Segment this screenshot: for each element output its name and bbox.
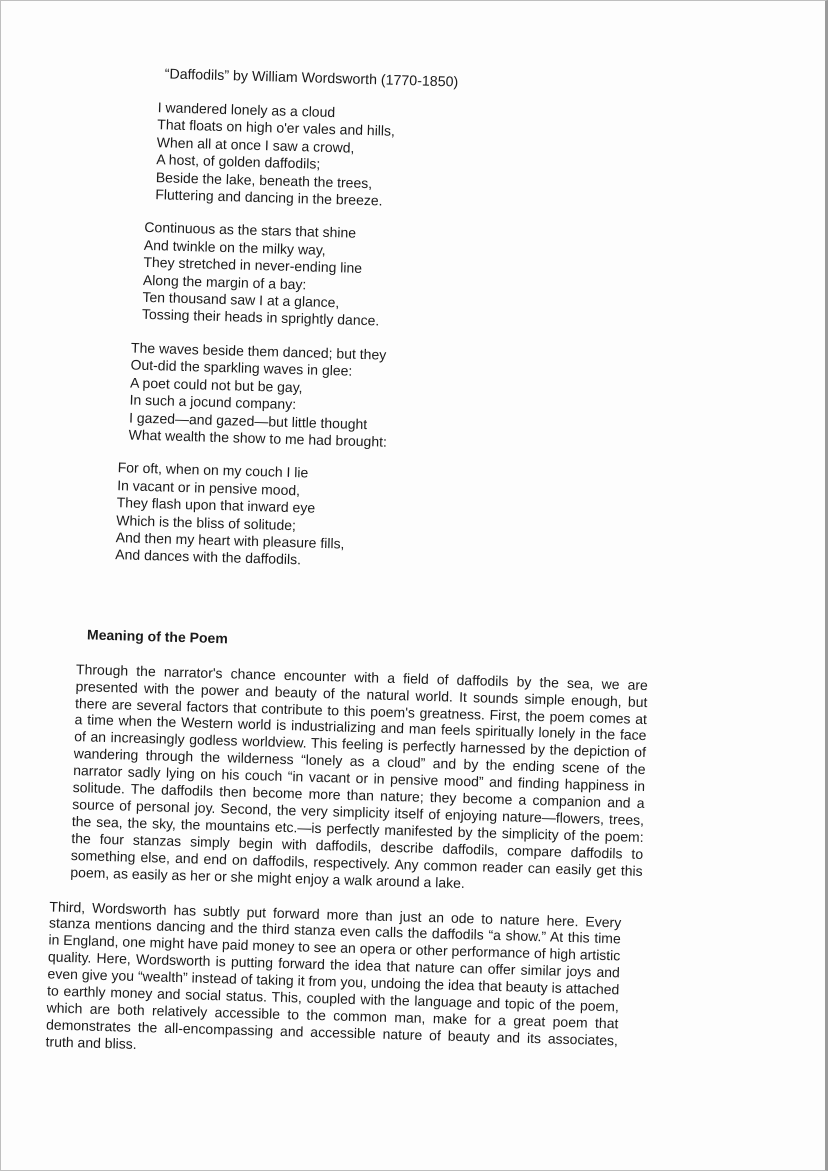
poem-title: “Daffodils” by William Wordsworth (1770-1850) — [164, 66, 459, 91]
poem-line: For oft, when on my couch I lie — [117, 459, 309, 481]
poem-line: When all at once I saw a crowd, — [156, 133, 355, 156]
paragraph-1: Through the narrator's chance encounter with a field of daffodils by the sea, we are presented with the power and beauty of the natural world. It sounds simple enough, but there are several factors that contribute to this poem's greatness. First, the poem comes at a time when the Western world is industrializing and man feels spiritually lonely in the face of an increasingly godless worldview. This feeling is perfectly harnessed by the depiction of wandering through the wilderness “lonely as a cloud” and by the ending scene of the narrator sadly lying on his couch “in vacant or in pensive mood” and finding happiness in solitude. The daffodils then become more than nature; they become a companion and a source of personal joy. Second, the very simplicity itself of enjoying nature—flowers, trees, the sea, the sky, the mountains etc.—is perfectly manifested by the simplicity of the poem: the four stanzas simply begin with daffodils, describe daffodils, compare daffodils to something else, and end on daffodils, respectively. Any common reader can easily get this poem, as easily as her or she might enjoy a walk around a lake. — [70, 660, 649, 891]
page-content — [45, 63, 671, 1085]
stanza-3 — [128, 339, 663, 458]
poem-line: Ten thousand saw I at a glance, — [142, 288, 340, 311]
poem-line: In such a jocund company: — [129, 391, 297, 413]
poem-line: I gazed—and gazed—but little thought — [128, 408, 368, 432]
poem-line: Tossing their heads in sprightly dance. — [141, 306, 380, 329]
poem-line: Along the margin of a bay: — [142, 271, 307, 293]
poem-line: And then my heart with pleasure fills, — [115, 529, 345, 552]
stanza-4 — [115, 459, 660, 579]
poem-line: They stretched in never-ending line — [143, 254, 363, 277]
poem-line: A host, of golden daffodils; — [156, 151, 321, 172]
poem-line: Continuous as the stars that shine — [144, 219, 357, 242]
poem-line: And dances with the daffodils. — [115, 546, 302, 568]
paragraph-2: Third, Wordsworth has subtly put forward more than just an ode to nature here. Every stanza mentions dancing and the third stanza even calls the daffodils “a show.” At this time in England, one might have paid money to see an opera or other performance of high artistic quality. Here, Wordsworth is putting forward the idea that nature can offer similar joys and even give you “wealth” instead of taking it from you, undoing the idea that beauty is attached to earthly money and social status. This, coupled with the language and topic of the poem, which are both relatively accessible to the common man, make for a great poem that demonstrates the all-encompassing and accessible nature of beauty and its associates, truth and bliss. — [45, 897, 622, 1052]
poem-line: And twinkle on the milky way, — [143, 236, 326, 258]
poem-line: A poet could not but be gay, — [129, 374, 303, 395]
poem-line: Which is the bliss of solitude; — [116, 511, 297, 533]
stanza-2 — [142, 219, 667, 338]
poem-line: Out-did the sparkling waves in glee: — [130, 356, 353, 379]
poem-line: Fluttering and dancing in the breeze. — [155, 186, 383, 209]
poem-line: That floats on high o'er vales and hills, — [157, 116, 396, 140]
stanza-1 — [155, 99, 670, 218]
poem-line: What wealth the show to me had brought: — [128, 426, 388, 450]
poem — [115, 99, 670, 579]
poem-line: In vacant or in pensive mood, — [117, 476, 301, 498]
section-heading: Meaning of the Poem — [86, 626, 229, 647]
poem-line: The waves beside them danced; but they — [130, 339, 387, 363]
poem-line: I wandered lonely as a cloud — [157, 99, 336, 121]
poem-line: They flash upon that inward eye — [116, 494, 316, 516]
poem-line: Beside the lake, beneath the trees, — [155, 168, 373, 191]
